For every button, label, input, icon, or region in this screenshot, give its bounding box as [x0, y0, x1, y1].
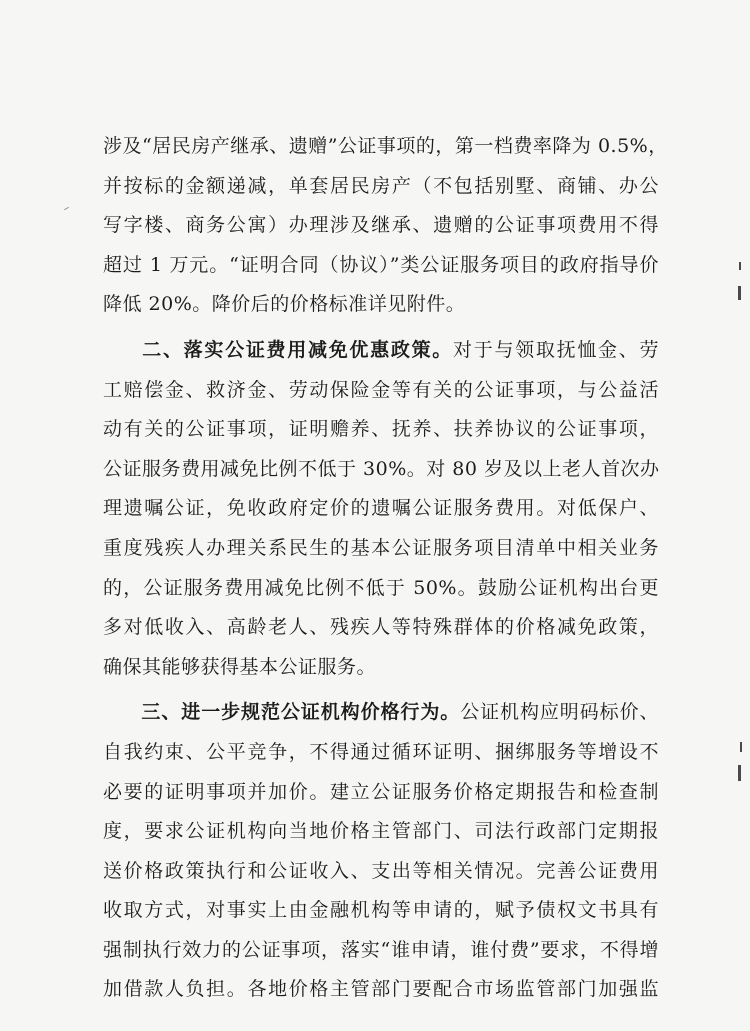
text-line: 加借款人负担。各地价格主管部门要配合市场监管部门加强监	[103, 978, 659, 1001]
section-3-first-line	[103, 693, 659, 733]
text-line: 超过 1 万元。“证明合同（协议）”类公证服务项目的政府指导价	[103, 253, 659, 276]
document-body	[103, 127, 668, 1010]
text-line: 降低 20%。降价后的价格标准详见附件。	[103, 293, 466, 316]
text-line: 收取方式，对事实上由金融机构等申请的，赋予债权文书具有	[103, 899, 659, 922]
text-line: 送价格政策执行和公证收入、支出等相关情况。完善公证费用	[103, 859, 659, 882]
text-line: 度，要求公证机构向当地价格主管部门、司法行政部门定期报	[103, 820, 659, 843]
scan-edge-mark	[738, 765, 741, 781]
scan-edge-mark	[739, 262, 741, 270]
text-line: 写字楼、商务公寓）办理涉及继承、遗赠的公证事项费用不得	[103, 214, 659, 237]
text-line: 并按标的金额递减，单套居民房产（不包括别墅、商铺、办公	[103, 174, 659, 197]
text-line: 自我约束、公平竞争，不得通过循环证明、捆绑服务等增设不	[103, 740, 659, 763]
text-line: 工赔偿金、救济金、劳动保险金等有关的公证事项，与公益活	[103, 378, 659, 401]
text-line: 理遗嘱公证，免收政府定价的遗嘱公证服务费用。对低保户、	[103, 497, 659, 520]
text-line: 涉及“居民房产继承、遗赠”公证事项的，第一档费率降为 0.5%，	[103, 135, 668, 157]
text-line: 重度残疾人办理关系民生的基本公证服务项目清单中相关业务	[103, 536, 659, 559]
section-3-text: 公证机构应明码标价、	[460, 701, 659, 724]
scan-speck	[64, 207, 69, 210]
text-line: 的，公证服务费用减免比例不低于 50%。鼓励公证机构出台更	[103, 576, 659, 599]
text-line: 动有关的公证事项，证明赡养、抚养、扶养协议的公证事项，	[103, 418, 659, 441]
text-line: 强制执行效力的公证事项，落实“谁申请，谁付费”要求，不得增	[103, 938, 659, 961]
section-2-first-line	[103, 331, 659, 371]
scan-edge-mark	[738, 286, 741, 300]
text-line: 多对低收入、高龄老人、残疾人等特殊群体的价格减免政策，	[103, 616, 659, 639]
section-3-heading: 三、进一步规范公证机构价格行为。	[141, 701, 461, 724]
text-line: 公证服务费用减免比例不低于 30%。对 80 岁及以上老人首次办	[103, 457, 660, 480]
scan-edge-mark	[740, 742, 742, 752]
text-line: 确保其能够获得基本公证服务。	[103, 655, 377, 678]
section-2-heading: 二、落实公证费用减免优惠政策。	[141, 338, 454, 361]
text-line: 必要的证明事项并加价。建立公证服务价格定期报告和检查制	[103, 780, 659, 803]
section-2-text: 对于与领取抚恤金、劳	[453, 338, 659, 361]
